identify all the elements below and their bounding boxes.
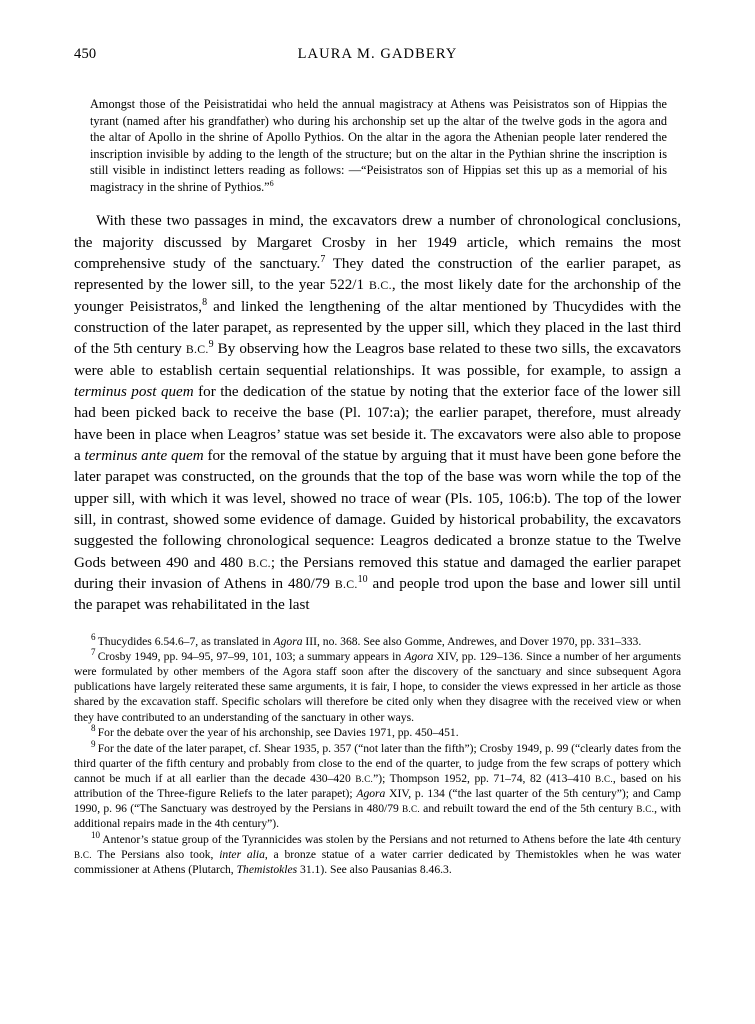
main-text-1: With these two passages in mind, the excavators drew a number of chronological conclusions, the majority discussed by Margaret Crosby in her 1949 article, which remains the most comprehensive study of the sanctuary. [74, 213, 681, 272]
footnote-italic: Agora [404, 650, 434, 664]
footnote-text: 31.1). See also Pausanias 8.46.3. [297, 862, 452, 876]
footnote-text: XIV, pp. 129–136. Since a number of her arguments were formulated by other members of the Agora staff soon after the discovery of the sanctuary and since subsequent Agora publications have largely reiterated these same arguments, it is fair, I hope, to consider the views expressed in her article as those shared by the excavation staff. Specific scholars will therefore be cited only when they disagree with the received view or when they have contributed to an understanding of the sanctuary in other ways. [74, 650, 682, 724]
footnote-marker: 7 [91, 647, 96, 658]
footnote-text: , based on his attribution of the Three-figure Reliefs to the later parapet); [74, 771, 681, 800]
footnote [74, 738, 681, 831]
footnote-text: Antenor’s statue group of the Tyrannicides was stolen by the Persians and not returned to Athens before the late 4th century [102, 832, 681, 846]
note-ref-9: 9 [208, 339, 214, 351]
footnote-era-abbrev: B.C. [595, 773, 613, 784]
footnote-marker: 6 [91, 631, 96, 642]
block-quote-note-ref: 6 [269, 178, 274, 188]
footnote-marker: 10 [91, 829, 101, 840]
footnote-italic: Agora [356, 786, 386, 800]
note-ref-8: 8 [202, 296, 208, 308]
page-number: 450 [74, 46, 97, 62]
main-text-4: and linked the lengthening of the altar mentioned by Thucydides with the construction of the later parapet, as represented by the upper sill, which they placed in the last third of the 5th century [74, 298, 681, 358]
footnote [74, 649, 681, 724]
note-ref-7: 7 [320, 253, 326, 265]
main-text-6: for the dedication of the statue by noting that the exterior face of the lower sill had been picked back to receive the base (Pl. 107:a); the earlier parapet, therefore, must already have been in place when Leagros’ statue was set beside it. The excavators were also able to propose a [74, 383, 681, 464]
block-quote [74, 96, 681, 195]
footnote-text: Crosby 1949, pp. 94–95, 97–99, 101, 103; a summary appears in [97, 650, 405, 664]
footnote-text: , a bronze statue of a water carrier dedicated by Themistokles when he was water commissioner at Athens (Plutarch, [74, 847, 681, 876]
footnote-italic: inter alia [219, 847, 265, 861]
main-text-3: , the most likely date for the archonship of the younger Peisistratos, [74, 277, 681, 315]
footnote-text: For the date of the later parapet, cf. Shear 1935, p. 357 (“not later than the fifth”); Crosby 1949, p. 99 (“clearly dates from the third quarter of the fifth century and probably from close to the end of the quarter, to judge from the few scraps of pottery which cannot be much if at all earlier than the decade 430–420 [74, 741, 681, 785]
main-text-5: By observing how the Leagros base related to these two sills, the excavators were able to establish certain sequential relationships. It was possible, for example, to assign a [74, 341, 681, 379]
footnote-italic: Agora [273, 634, 303, 648]
main-text-2: They dated the construction of the earlier parapet, as represented by the lower sill, to the year 522/1 [74, 255, 682, 294]
main-text-9: and people trod upon the base and lower sill until the parapet was rehabilitated in the last [74, 576, 681, 614]
footnote-text: ”); Thompson 1952, pp. 71–74, 82 (413–410 [373, 771, 596, 785]
latin-phrase-2: terminus ante quem [84, 447, 204, 464]
footnote-text: and rebuilt toward the end of the 5th century [419, 801, 637, 815]
footnote-text: The Persians also took, [91, 847, 220, 861]
footnote-italic: Themistokles [236, 862, 298, 876]
main-text-8: ; the Persians removed this statue and damaged the earlier parapet during their invasion of Athens in 480/79 [74, 554, 681, 593]
running-head [74, 46, 681, 74]
era-abbrev-1: B.C. [369, 279, 392, 293]
era-abbrev-3: B.C. [248, 556, 271, 570]
footnote-text: For the debate over the year of his archonship, see Davies 1971, pp. 450–451. [97, 726, 459, 740]
footnote [74, 631, 681, 649]
footnote-marker: 8 [91, 723, 96, 734]
era-abbrev-2: B.C. [185, 343, 209, 357]
footnote-era-abbrev: B.C. [355, 773, 374, 784]
footnote [74, 829, 681, 877]
note-ref-10: 10 [357, 574, 368, 585]
running-title: LAURA M. GADBERY [297, 46, 458, 62]
footnote-text: , with additional repairs made in the 4th century”). [74, 801, 681, 830]
footnotes [74, 631, 682, 877]
footnote-text: Thucydides 6.54.6–7, as translated in [97, 634, 274, 648]
footnote-marker: 9 [91, 738, 96, 749]
main-paragraph [74, 211, 681, 617]
main-text-7: for the removal of the statue by arguing that it must have been gone before the later parapet was constructed, on the grounds that the top of the base was worn while the top of the upper sill, with which it was level, showed no trace of wear (Pls. 105, 106:b). The top of the lower sill, in contrast, showed some evidence of damage. Guided by historical probability, the excavators suggested the following chronological sequence: Leagros dedicated a bronze statue to the Twelve Gods between 490 and 480 [74, 447, 681, 571]
footnote-era-abbrev: B.C. [402, 803, 420, 814]
footnote-era-abbrev: B.C. [74, 849, 92, 860]
era-abbrev-4: B.C. [334, 578, 358, 592]
footnote-era-abbrev: B.C. [636, 803, 655, 814]
latin-phrase-1: terminus post quem [74, 383, 194, 400]
footnote [74, 725, 681, 740]
footnote-text: XIV, p. 134 (“the last quarter of the 5th century”); and Camp 1990, p. 96 (“The Sanctuary was destroyed by the Persians in 480/79 [74, 786, 681, 815]
block-quote-text: Amongst those of the Peisistratidai who held the annual magistracy at Athens was Peisistratos son of Hippias the tyrant (named after his grandfather) who during his archonship set up the altar of the twelve gods in the agora and the altar of Apollo in the shrine of Apollo Pythios. On the altar in the agora the Athenian people later rendered the inscription invisible by adding to the length of the structure; but on the altar in the Pythian shrine the inscription is still visible in indistinct letters reading as follows: —“Peisistratos son of Hippias set this up as a memorial of his magistracy in the shrine of Pythios.” [90, 97, 667, 194]
footnote-text: III, no. 368. See also Gomme, Andrewes, and Dover 1970, pp. 331–333. [302, 634, 642, 648]
